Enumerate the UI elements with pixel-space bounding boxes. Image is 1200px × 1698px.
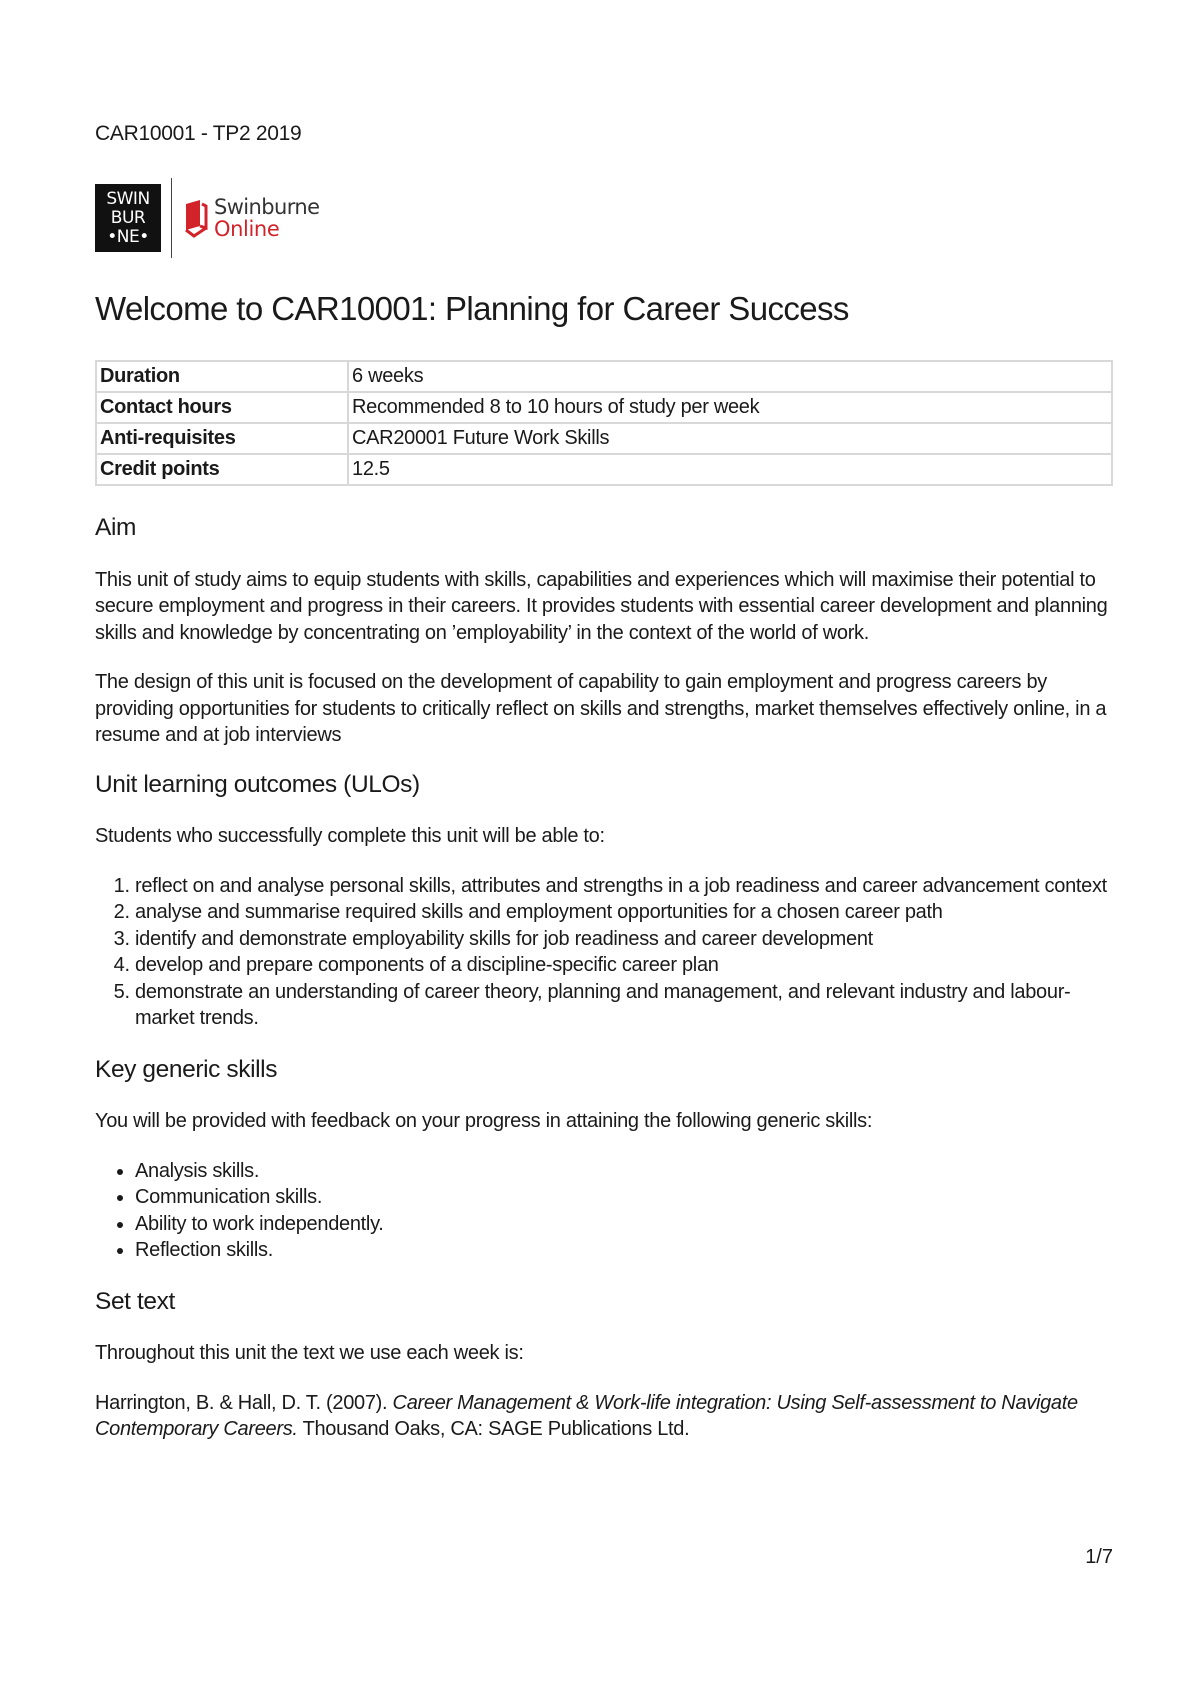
brand-subname: Online: [214, 217, 280, 241]
logo-divider: [171, 178, 172, 258]
set-text-reference: [95, 1390, 1113, 1443]
brand-name: Swinburne: [214, 195, 320, 219]
list-item: 4. develop and prepare components of a discipline-specific career plan: [135, 952, 1113, 979]
online-brand-mark: [180, 196, 319, 240]
ulos-list: [95, 873, 1113, 1032]
logo-line: SWIN: [106, 188, 150, 209]
info-value: 12.5: [348, 454, 1112, 485]
info-key: Anti-requisites: [96, 423, 348, 454]
info-key: Duration: [96, 361, 348, 392]
info-value: 6 weeks: [348, 361, 1112, 392]
aim-paragraph: This unit of study aims to equip students with skills, capabilities and experiences which will maximise their potential to secure employment and progress in their careers. It provides students with essential career development and planning skills and knowledge by concentrating on ’employability’ in the context of the world of work.: [95, 568, 1108, 644]
unit-info-table: [95, 360, 1113, 486]
info-key: Credit points: [96, 454, 348, 485]
swinburne-logo-box: [95, 184, 161, 252]
list-item: • Analysis skills.: [135, 1158, 1113, 1185]
info-key: Contact hours: [96, 392, 348, 423]
set-text-heading: Set text: [95, 1287, 175, 1315]
table-row: [96, 454, 1112, 485]
list-item: 3. identify and demonstrate employability skills for job readiness and career development: [135, 926, 1113, 953]
table-row: [96, 392, 1112, 423]
set-text-intro: Throughout this unit the text we use each week is:: [95, 1342, 524, 1364]
swinburne-online-logo: [95, 178, 319, 258]
logo-line: •NE•: [107, 226, 149, 247]
skills-list: [95, 1158, 1113, 1264]
reference-title: Career Management & Work-life integration: Using Self-assessment to Navigate Contemporary Careers.: [95, 1391, 1078, 1440]
page-number: 1/7: [1085, 1546, 1113, 1568]
page-title: Welcome to CAR10001: Planning for Career Success: [95, 290, 849, 327]
ulos-heading: Unit learning outcomes (ULOs): [95, 770, 420, 798]
skills-heading: Key generic skills: [95, 1055, 278, 1083]
list-item: • Ability to work independently.: [135, 1211, 1113, 1238]
aim-paragraph: The design of this unit is focused on the development of capability to gain employment and progress careers by providing opportunities for students to critically reflect on skills and strengths, market themselves effectively online, in a resume and at job interviews: [95, 671, 1107, 746]
logo-line: BUR: [110, 207, 146, 228]
info-value: CAR20001 Future Work Skills: [348, 423, 1112, 454]
unit-code-header: CAR10001 - TP2 2019: [95, 122, 302, 145]
document-body: [95, 515, 1113, 1466]
aim-heading: Aim: [95, 514, 136, 541]
table-row: [96, 423, 1112, 454]
list-item: • Communication skills.: [135, 1184, 1113, 1211]
list-item: 1. reflect on and analyse personal skills, attributes and strengths in a job readiness and career advancement context: [135, 873, 1113, 900]
list-item: 2. analyse and summarise required skills and employment opportunities for a chosen career path: [135, 899, 1113, 926]
table-row: [96, 361, 1112, 392]
ulos-intro: Students who successfully complete this unit will be able to:: [95, 825, 605, 847]
list-item: • Reflection skills.: [135, 1237, 1113, 1264]
list-item: 5. demonstrate an understanding of career theory, planning and management, and relevant industry and labour-market trends.: [135, 979, 1113, 1032]
skills-intro: You will be provided with feedback on your progress in attaining the following generic skills:: [95, 1110, 873, 1132]
reference-publisher: Thousand Oaks, CA: SAGE Publications Ltd.: [297, 1418, 690, 1440]
reference-authors: Harrington, B. & Hall, D. T. (2007).: [95, 1391, 393, 1414]
online-logo-icon: [180, 198, 210, 238]
info-value: Recommended 8 to 10 hours of study per week: [348, 392, 1112, 423]
